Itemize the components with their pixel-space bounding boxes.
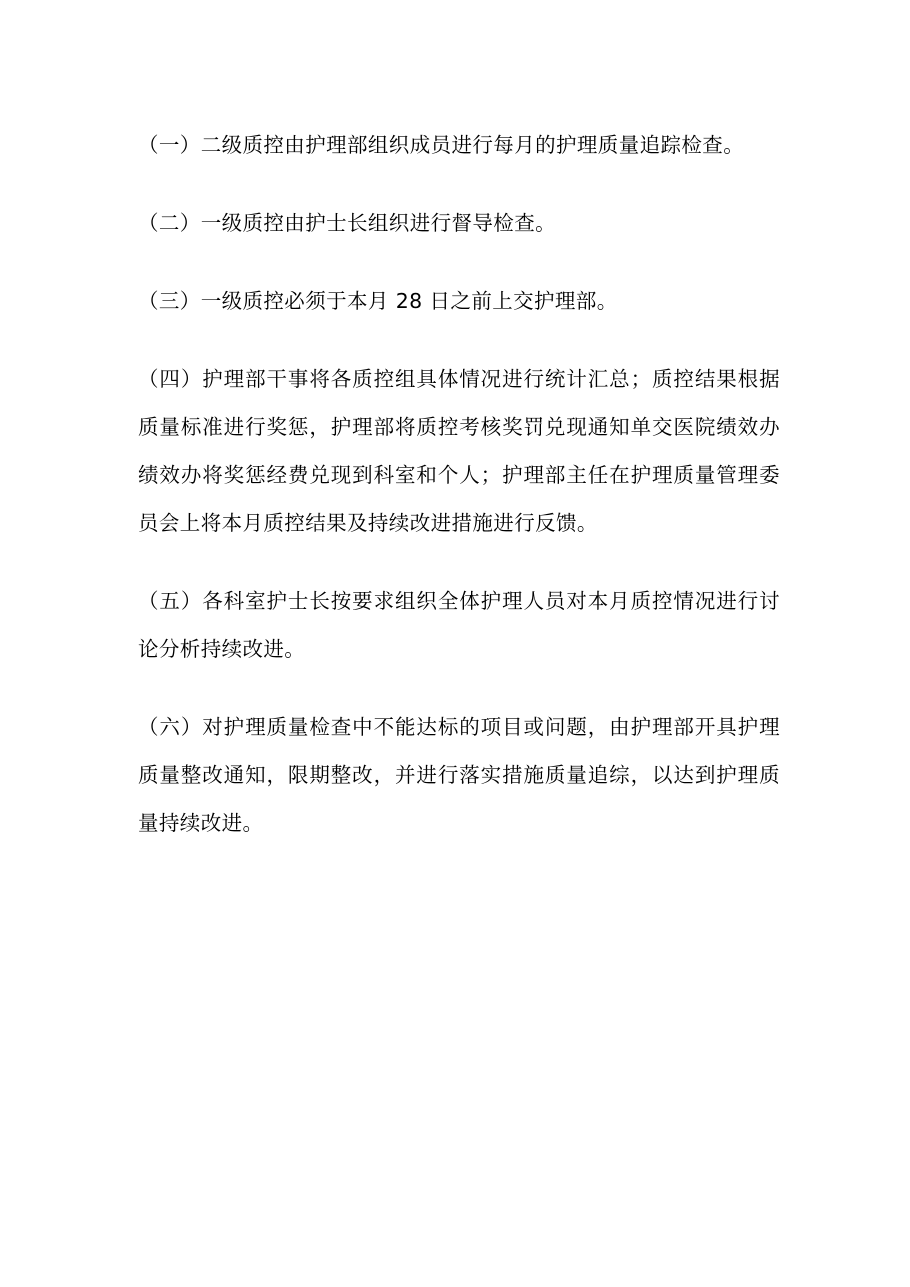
- paragraph-text: 对护理质量检查中不能达标的项目或问题，由护理部开具护理质量整改通知，限期整改，并进行落实措施质量追综，以达到护理质量持续改进。: [138, 715, 780, 835]
- paragraph-marker: （二）: [138, 211, 201, 235]
- paragraph-marker: （五）: [138, 589, 203, 613]
- paragraph-4: [138, 355, 780, 547]
- paragraph-marker: （一）: [138, 133, 201, 157]
- paragraph-text: 各科室护士长按要求组织全体护理人员对本月质控情况进行讨论分析持续改进。: [138, 589, 780, 661]
- paragraph-3: [138, 277, 780, 325]
- paragraph-6: [138, 703, 780, 847]
- paragraph-text: 一级质控由护士长组织进行督导检查。: [200, 211, 557, 235]
- paragraph-text: 二级质控由护理部组织成员进行每月的护理质量追踪检查。: [200, 133, 745, 157]
- document-body: [138, 121, 780, 877]
- paragraph-marker: （四）: [138, 367, 203, 391]
- paragraph-marker: （三）: [138, 289, 201, 313]
- paragraph-text: 护理部干事将各质控组具体情况进行统计汇总；质控结果根据质量标准进行奖惩，护理部将质控考核奖罚兑现通知单交医院绩效办绩效办将奖惩经费兑现到科室和个人；护理部主任在护理质量管理委员会上将本月质控结果及持续改进措施进行反馈。: [138, 367, 780, 535]
- paragraph-marker: （六）: [138, 715, 203, 739]
- paragraph-1: [138, 121, 780, 169]
- paragraph-2: [138, 199, 780, 247]
- paragraph-5: [138, 577, 780, 673]
- paragraph-text: 一级质控必须于本月 28 日之前上交护理部。: [200, 289, 618, 313]
